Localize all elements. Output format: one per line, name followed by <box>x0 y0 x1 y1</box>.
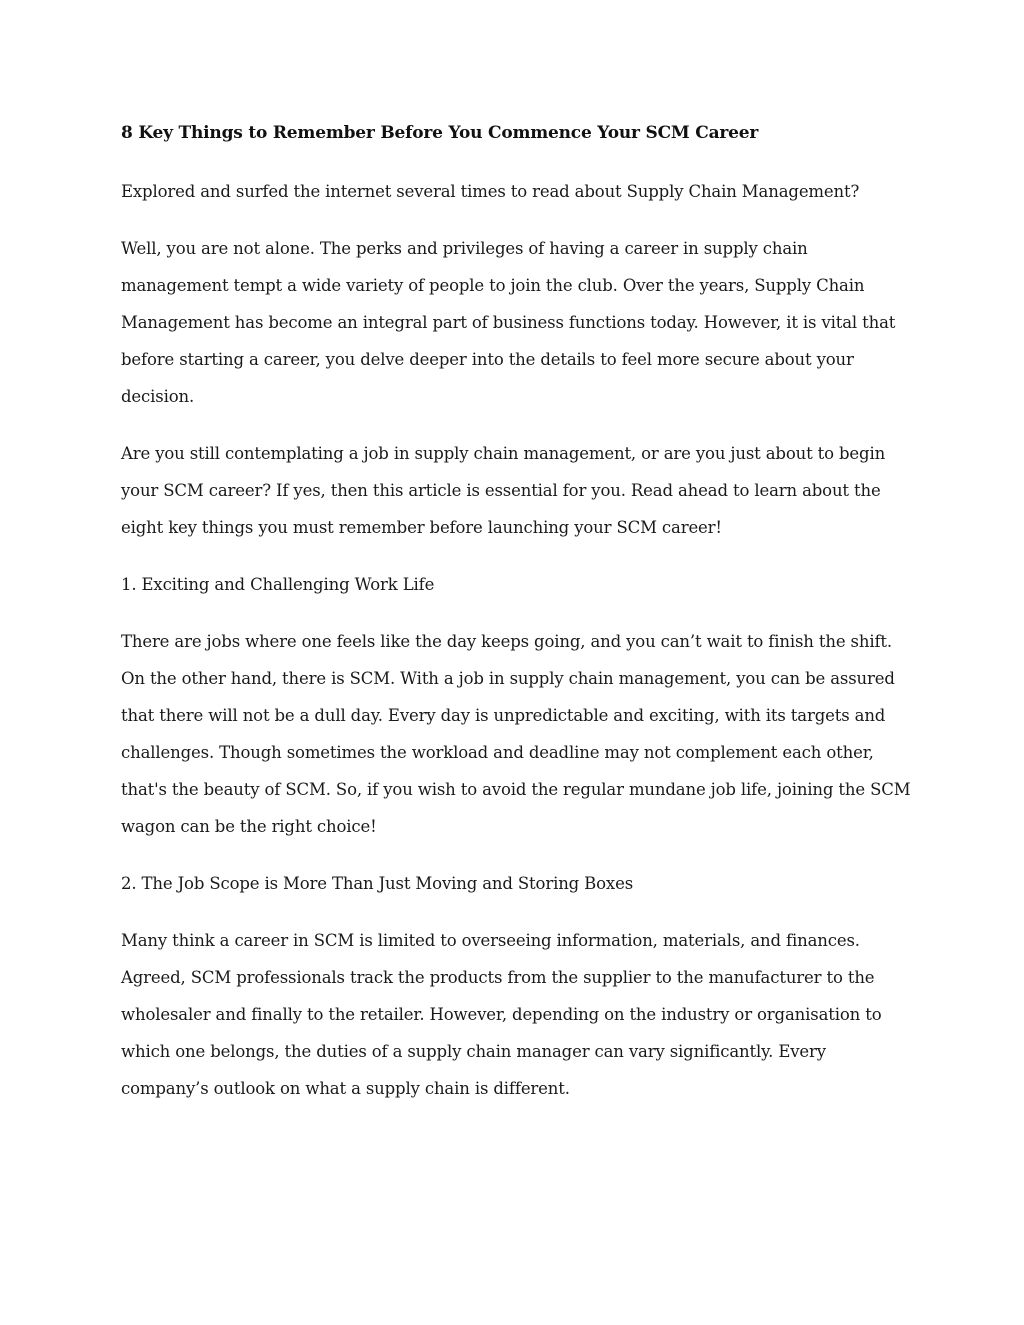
document-title: 8 Key Things to Remember Before You Commence Your SCM Career <box>121 123 759 143</box>
intro-paragraph: Well, you are not alone. The perks and privileges of having a career in supply chain management tempt a wide variety of people to join the club. Over the years, Supply Chain Management has become an integral part of business functions today. However, it is vital that before starting a career, you delve deeper into the details to feel more secure about your decision. <box>121 239 896 406</box>
section-1-body: There are jobs where one feels like the day keeps going, and you can’t wait to finish the shift. On the other hand, there is SCM. With a job in supply chain management, you can be assured that there will not be a dull day. Every day is unpredictable and exciting, with its targets and challenges. Though sometimes the workload and deadline may not complement each other, that's the beauty of SCM. So, if you wish to avoid the regular mundane job life, joining the SCM wagon can be the right choice! <box>121 632 911 836</box>
purpose-paragraph: Are you still contemplating a job in supply chain management, or are you just about to begin your SCM career? If yes, then this article is essential for you. Read ahead to learn about the eight key things you must remember before launching your SCM career! <box>121 444 886 537</box>
section-2-heading: 2. The Job Scope is More Than Just Moving and Storing Boxes <box>121 874 634 893</box>
intro-question: Explored and surfed the internet several times to read about Supply Chain Management? <box>121 182 860 201</box>
document-body <box>121 116 911 1127</box>
section-2-body: Many think a career in SCM is limited to overseeing information, materials, and finances. Agreed, SCM professionals track the products from the supplier to the manufacturer to the wholesaler and finally to the retailer. However, depending on the industry or organisation to which one belongs, the duties of a supply chain manager can vary significantly. Every company’s outlook on what a supply chain is different. <box>121 931 882 1098</box>
section-1-heading: 1. Exciting and Challenging Work Life <box>121 575 435 594</box>
